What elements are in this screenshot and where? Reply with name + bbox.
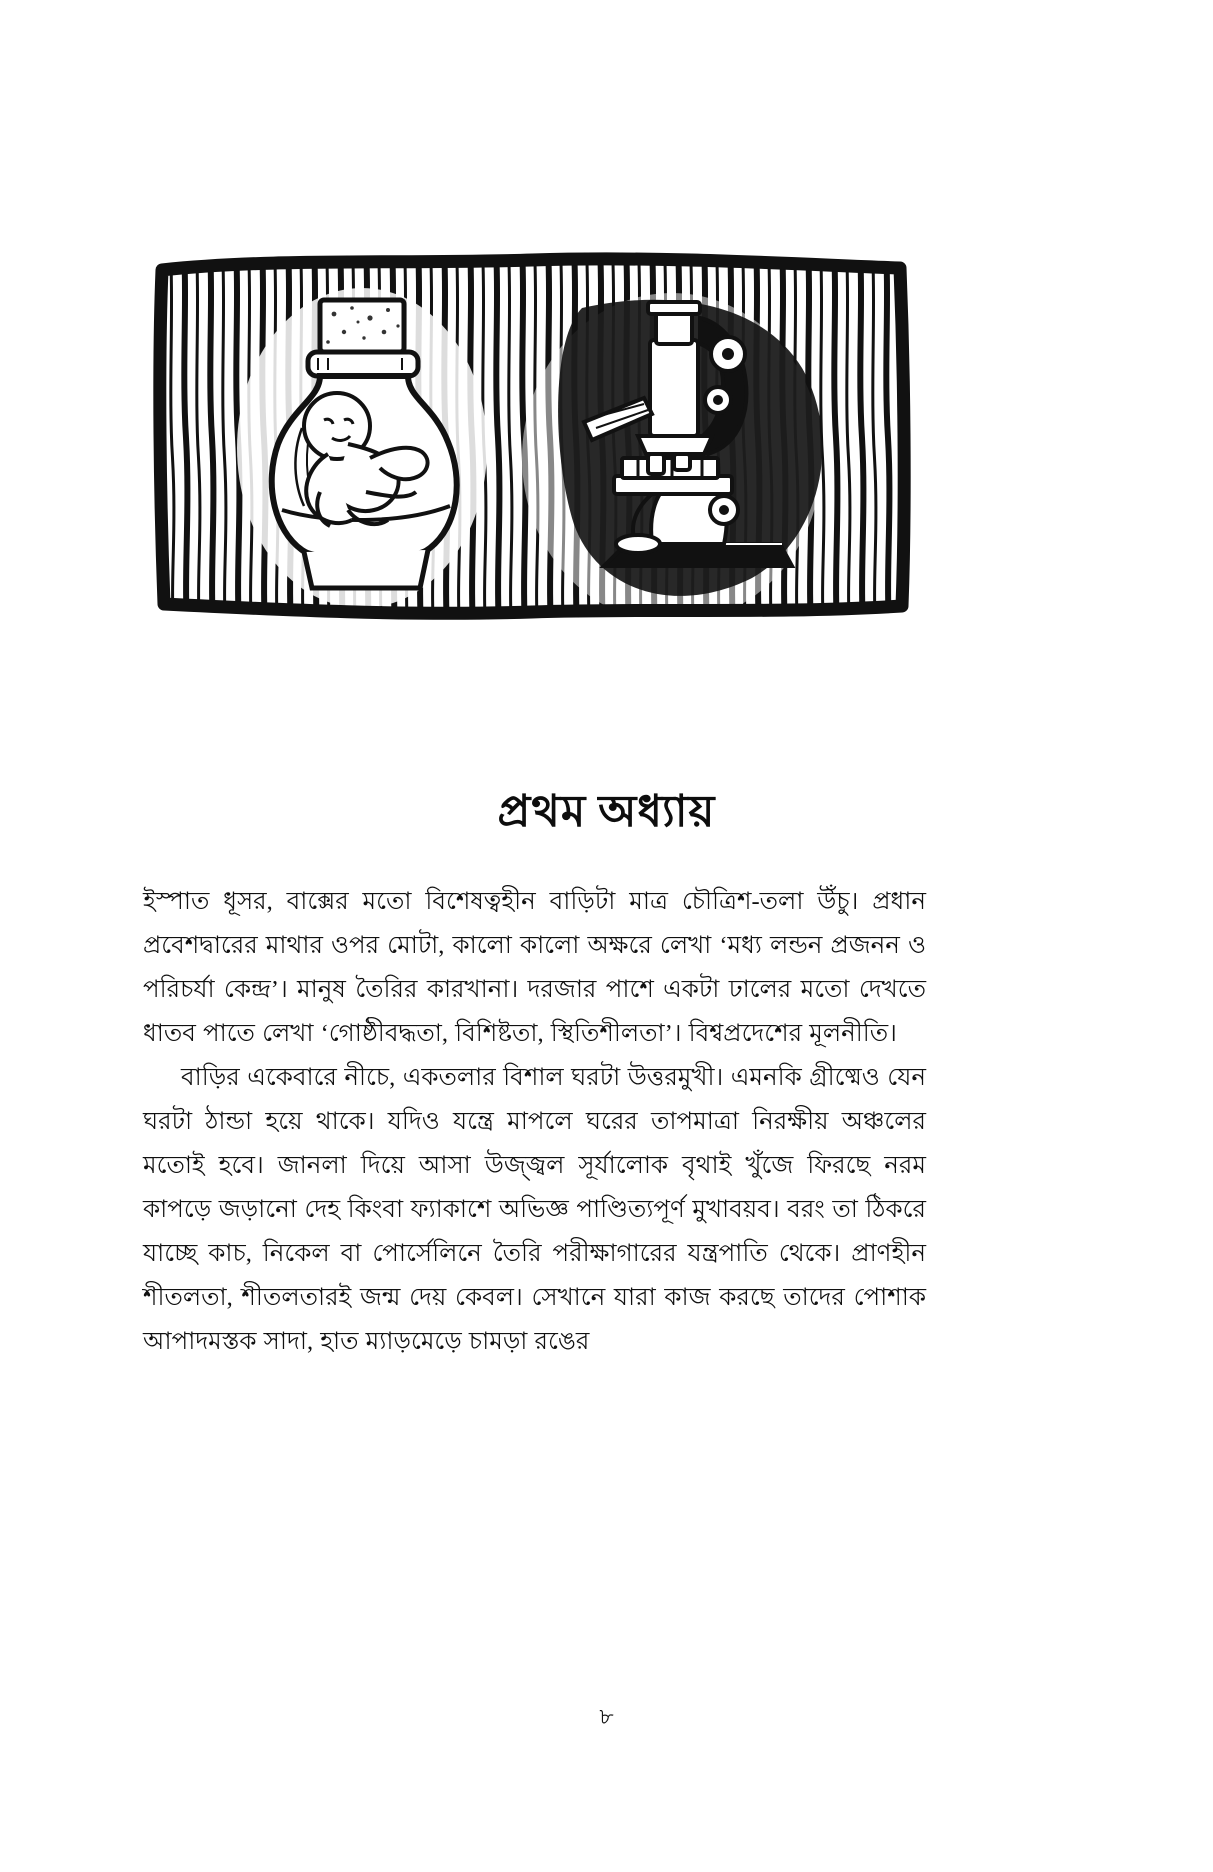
body-text: [143, 880, 926, 1364]
curtain-background: [152, 248, 912, 626]
paragraph: ইস্পাত ধূসর, বাক্সের মতো বিশেষত্বহীন বাড়িটা মাত্র চৌত্রিশ-তলা উঁচু। প্রধান প্রবেশদ্বারের মাথার ওপর মোটা, কালো কালো অক্ষরে লেখা ‘মধ্য লন্ডন প্রজনন ও পরিচর্যা কেন্দ্র’। মানুষ তৈরির কারখানা। দরজার পাশে একটা ঢালের মতো দেখতে ধাতব পাতে লেখা ‘গোষ্ঠীবদ্ধতা, বিশিষ্টতা, স্থিতিশীলতা’। বিশ্বপ্রদেশের মূলনীতি।: [143, 888, 926, 1047]
page-number: ৮: [599, 1704, 614, 1729]
fetus-in-jar-and-microscope-illustration: [152, 248, 912, 626]
chapter-title: প্রথম অধ্যায়: [497, 787, 716, 836]
paragraph: বাড়ির একেবারে নীচে, একতলার বিশাল ঘরটা উত্তরমুখী। এমনকি গ্রীষ্মেও যেন ঘরটা ঠান্ডা হয়ে থাকে। যদিও যন্ত্রে মাপলে ঘরের তাপমাত্রা নিরক্ষীয় অঞ্চলের মতোই হবে। জানলা দিয়ে আসা উজ্জ্বল সূর্যালোক বৃথাই খুঁজে ফিরছে নরম কাপড়ে জড়ানো দেহ কিংবা ফ্যাকাশে অভিজ্ঞ পাণ্ডিত্যপূর্ণ মুখাবয়ব। বরং তা ঠিকরে যাচ্ছে কাচ, নিকেল বা পোর্সেলিনে তৈরি পরীক্ষাগারের যন্ত্রপাতি থেকে। প্রাণহীন শীতলতা, শীতলতারই জন্ম দেয় কেবল। সেখানে যারা কাজ করছে তাদের পোশাক আপাদমস্তক সাদা, হাত ম্যাড়মেড়ে চামড়া রঙের: [143, 1064, 926, 1355]
